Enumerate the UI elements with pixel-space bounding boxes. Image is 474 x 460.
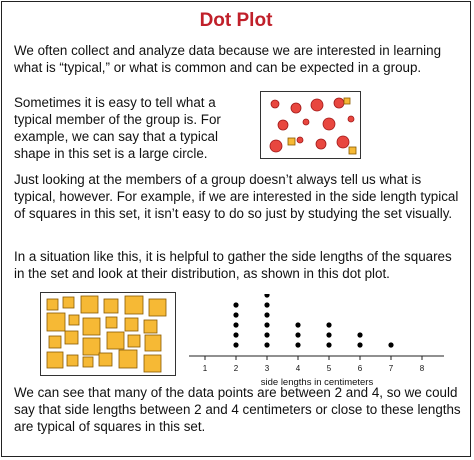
circle-shape (311, 99, 323, 111)
square-shape (81, 296, 98, 313)
circles-illustration (260, 91, 361, 159)
square-shape (107, 332, 124, 349)
square-shape (49, 336, 61, 348)
data-dot (264, 322, 269, 327)
square-shape (125, 318, 138, 331)
square-shape (149, 299, 166, 316)
conclusion-paragraph: We can see that many of the data points are between 2 and 4, so we could say that side lengths between 2 and 4 centimeters or close to these lengths are typical of squares in this set. (14, 385, 461, 434)
x-tick-label: 7 (388, 364, 394, 373)
data-dot (233, 332, 238, 337)
data-dot (295, 342, 300, 347)
x-tick-label: 2 (233, 364, 239, 373)
circle-shape (316, 139, 326, 149)
x-tick-label: 5 (326, 364, 332, 373)
circle-example-paragraph: Sometimes it is easy to tell what a typical member of the group is. For example, we can say that a typical shape in this set is a large circle. (14, 95, 221, 161)
data-dot (264, 294, 269, 298)
square-shape (344, 98, 350, 104)
squares-svg (41, 293, 177, 377)
square-shape (145, 335, 161, 351)
squares-problem-paragraph: Just looking at the members of a group doesn’t always tell us what is typical, however. For example, if we are interested in the side length typical of squares in this set, it isn’t easy to do so just by studying the set visually. (14, 172, 459, 221)
intro-paragraph: We often collect and analyze data because we are interested in learning what is “typical,” or what is common and can be expected in a group. (14, 43, 442, 75)
data-dot (233, 312, 238, 317)
circles-svg (261, 92, 362, 160)
data-dot (264, 302, 269, 307)
square-shape (125, 296, 143, 314)
circle-shape (271, 100, 279, 108)
square-shape (47, 313, 65, 331)
data-dot (295, 322, 300, 327)
square-shape (63, 297, 74, 308)
square-shape (69, 315, 79, 325)
square-shape (119, 350, 137, 368)
x-axis-label: side lengths in centimeters (260, 377, 374, 388)
square-shape (104, 299, 118, 313)
square-shape (83, 338, 100, 355)
circle-shape (278, 120, 288, 130)
circle-shape (334, 98, 344, 108)
squares-illustration (40, 292, 176, 376)
square-shape (288, 138, 295, 145)
square-shape (83, 318, 100, 335)
square-shape (83, 357, 93, 367)
square-shape (144, 355, 161, 372)
data-dot (264, 342, 269, 347)
circle-shape (303, 119, 309, 125)
data-dot (295, 332, 300, 337)
x-tick-label: 1 (202, 364, 208, 373)
x-tick-label: 8 (419, 364, 425, 373)
square-shape (128, 335, 140, 347)
square-shape (106, 317, 117, 328)
x-tick-label: 6 (357, 364, 363, 373)
circle-shape (291, 103, 301, 113)
distribution-paragraph: In a situation like this, it is helpful to gather the side lengths of the squares in the set and look at their distribution, as shown in this dot plot. (14, 249, 452, 281)
dot-plot-chart (187, 294, 447, 388)
square-shape (67, 355, 78, 366)
circle-shape (270, 140, 282, 152)
square-shape (144, 320, 157, 333)
data-dot (233, 322, 238, 327)
square-shape (349, 147, 356, 154)
data-dot (357, 342, 362, 347)
data-dot (264, 312, 269, 317)
square-shape (47, 299, 58, 310)
data-dot (326, 332, 331, 337)
data-dot (233, 302, 238, 307)
data-dot (326, 342, 331, 347)
data-dot (326, 322, 331, 327)
circle-shape (297, 137, 303, 143)
square-shape (99, 353, 112, 366)
data-dot (388, 342, 393, 347)
x-tick-label: 3 (264, 364, 270, 373)
square-shape (65, 331, 78, 344)
data-dot (264, 332, 269, 337)
page-frame (1, 1, 471, 457)
page-title: Dot Plot (199, 10, 273, 31)
circle-shape (337, 136, 349, 148)
data-dot (233, 342, 238, 347)
circle-shape (323, 118, 335, 130)
x-tick-label: 4 (295, 364, 301, 373)
data-dot (357, 332, 362, 337)
square-shape (47, 352, 63, 368)
circle-shape (348, 116, 354, 122)
